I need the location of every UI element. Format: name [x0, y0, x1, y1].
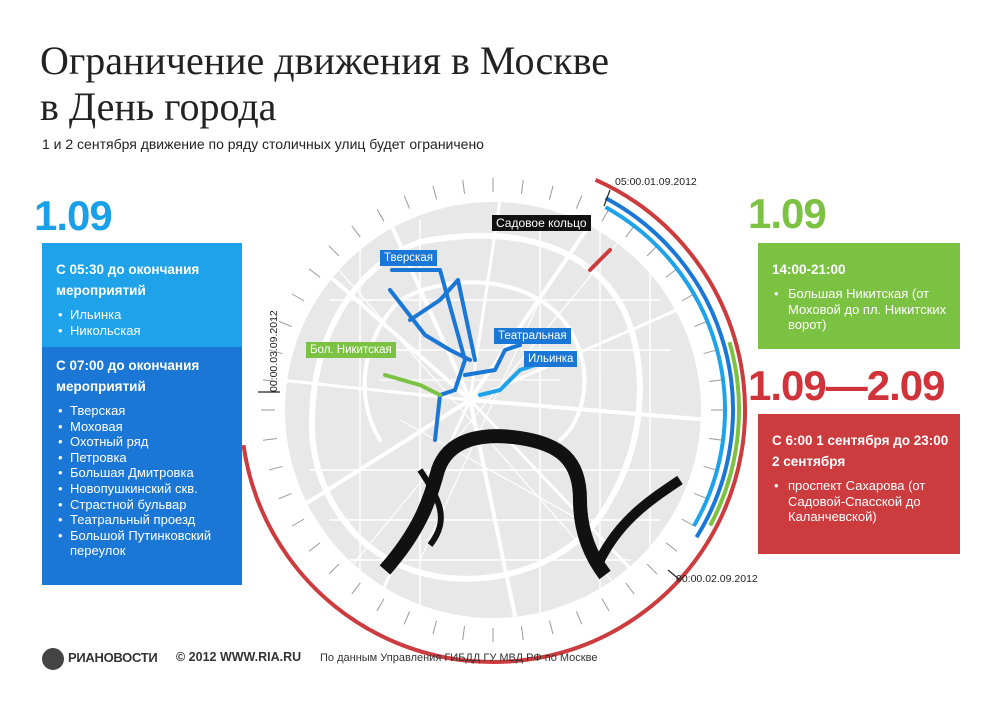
clock-tick — [329, 564, 339, 574]
map-label-sadovoe: Садовое кольцо — [492, 215, 591, 231]
clock-tick — [602, 209, 609, 221]
clock-tick — [269, 466, 283, 470]
clock-tick — [576, 196, 581, 209]
list-item: • Петровка — [56, 450, 230, 466]
list-item: • Большая Никитская (от Моховой до пл. Никитских ворот) — [772, 286, 950, 333]
clock-tick — [377, 209, 384, 221]
street-list — [56, 403, 230, 559]
ria-logo-icon — [42, 648, 64, 670]
clock-tick — [682, 519, 694, 526]
clock-tick — [666, 543, 677, 552]
clock-tick — [279, 493, 292, 498]
clock-tick — [404, 611, 409, 624]
clock-tick — [521, 626, 523, 640]
clock-tick — [463, 180, 465, 194]
clock-tick — [433, 621, 437, 635]
street-list — [56, 307, 230, 338]
list-item: • Большой Путинковский переулок — [56, 528, 230, 559]
list-item: • проспект Сахарова (от Садовой-Спасской до Каланчевской) — [772, 478, 950, 525]
clock-tick — [647, 564, 657, 574]
footer-copyright[interactable]: © 2012 WWW.RIA.RU — [176, 650, 302, 664]
clock-tick — [666, 269, 677, 278]
timeline-label-bottom: 00:00.02.09.2012 — [676, 573, 758, 585]
timeline-label-left: 00:00.03.09.2012 — [268, 310, 280, 392]
street-list — [772, 478, 950, 525]
timeline-label-top: 05:00.01.09.2012 — [615, 176, 697, 188]
list-item: • Страстной бульвар — [56, 497, 230, 513]
clock-tick — [352, 226, 361, 237]
title-line-1: Ограничение движения в Москве — [40, 38, 610, 83]
clock-tick — [694, 321, 707, 326]
clock-tick — [549, 186, 553, 200]
map-label-tverskaya: Тверская — [380, 250, 437, 266]
clock-tick — [521, 180, 523, 194]
clock-tick — [626, 226, 635, 237]
clock-tick — [602, 599, 609, 611]
clock-tick — [292, 294, 304, 301]
clock-tick — [682, 294, 694, 301]
list-item: • Охотный ряд — [56, 434, 230, 450]
clock-tick — [352, 583, 361, 594]
panel-ilyinka-group — [42, 243, 242, 347]
panel-heading: С 07:00 до окончания мероприятий — [56, 358, 200, 394]
clock-tick — [694, 493, 707, 498]
panel-heading: 14:00-21:00 — [772, 262, 846, 277]
clock-tick — [463, 626, 465, 640]
map-label-ilyinka: Ильинка — [524, 351, 577, 367]
list-item: • Большая Дмитровка — [56, 465, 230, 481]
clock-tick — [377, 599, 384, 611]
clock-tick — [704, 466, 718, 470]
clock-tick — [263, 438, 277, 440]
map-label-teatralnaya: Театральная — [494, 328, 571, 344]
map-label-nikitskaya: Бол. Никитская — [306, 342, 396, 358]
title-line-2: в День города — [40, 84, 277, 129]
clock-tick — [704, 350, 718, 354]
clock-tick — [309, 543, 320, 552]
list-item: • Моховая — [56, 419, 230, 435]
clock-tick — [329, 246, 339, 256]
panel-heading: С 05:30 до окончания мероприятий — [56, 262, 200, 298]
panel-sakharova — [758, 414, 960, 554]
list-item: • Театральный проезд — [56, 512, 230, 528]
clock-tick — [279, 321, 292, 326]
clock-tick — [709, 380, 723, 382]
clock-tick — [626, 583, 635, 594]
clock-tick — [292, 519, 304, 526]
list-item: • Тверская — [56, 403, 230, 419]
footer-brand: РИАНОВОСТИ — [68, 650, 158, 665]
list-item: • Ильинка — [56, 307, 230, 323]
clock-tick — [647, 246, 657, 256]
clock-tick — [576, 611, 581, 624]
clock-tick — [309, 269, 320, 278]
page-title — [40, 38, 609, 130]
clock-tick — [433, 186, 437, 200]
page-subtitle: 1 и 2 сентября движение по ряду столичных улиц будет ограничено — [42, 136, 484, 152]
date-right-green: 1.09 — [748, 190, 826, 237]
date-left: 1.09 — [34, 192, 112, 239]
panel-nikitskaya — [758, 243, 960, 349]
street-list — [772, 286, 950, 333]
date-right-red: 1.09—2.09 — [748, 362, 945, 409]
clock-tick — [549, 621, 553, 635]
panel-tverskaya-group — [42, 347, 242, 585]
footer-source: По данным Управления ГИБДД ГУ МВД РФ по Москве — [320, 652, 598, 664]
list-item: • Никольская — [56, 323, 230, 339]
clock-tick — [404, 196, 409, 209]
list-item: • Новопушкинский скв. — [56, 481, 230, 497]
clock-tick — [709, 438, 723, 440]
panel-heading: С 6:00 1 сентября до 23:00 2 сентября — [772, 433, 949, 469]
